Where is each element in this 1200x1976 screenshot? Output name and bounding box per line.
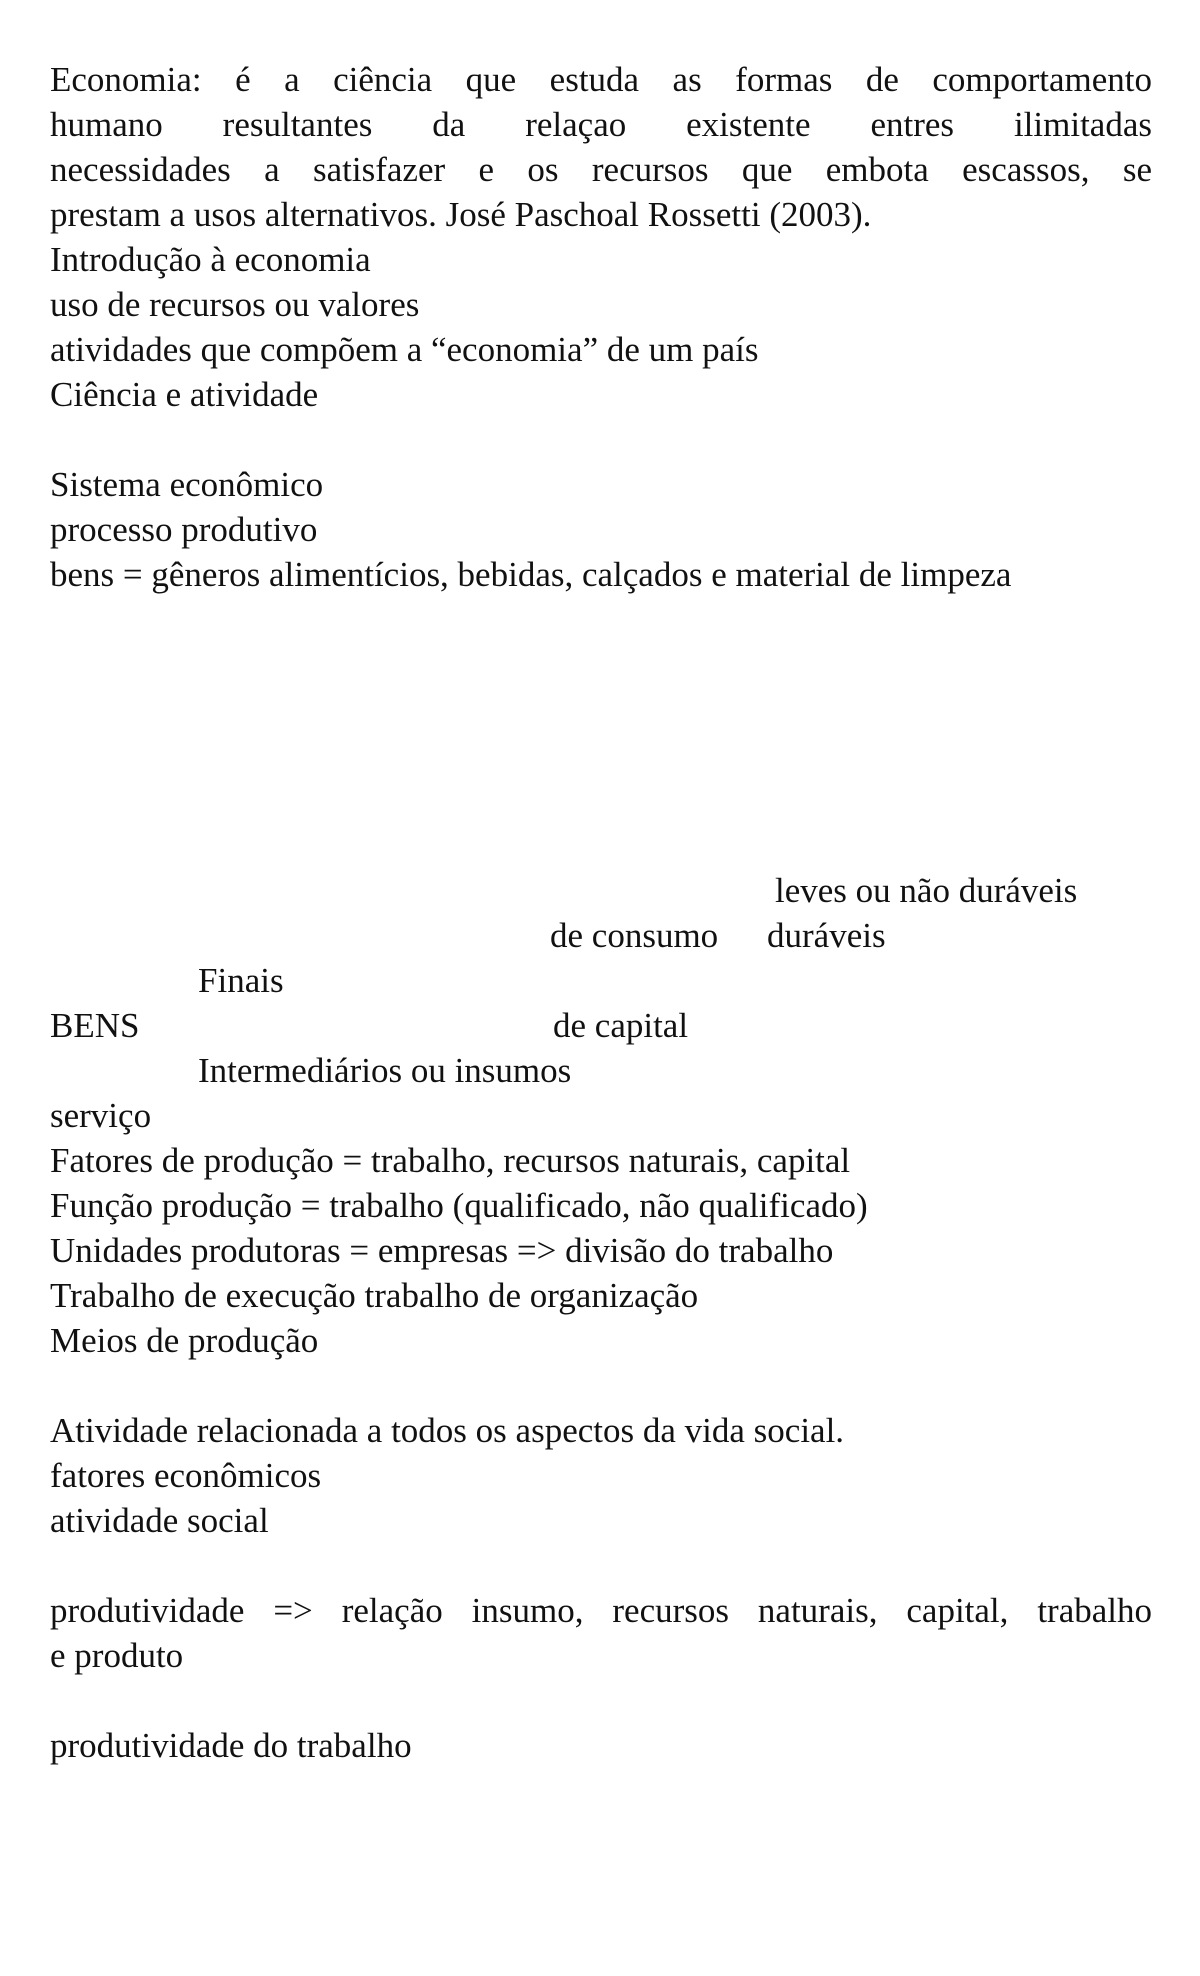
- social-line-2: fatores econômicos: [50, 1456, 322, 1495]
- unidades-line: Unidades produtoras = empresas => divisão do trabalho: [50, 1231, 834, 1270]
- bens-de-capital-label: de capital: [553, 1006, 689, 1045]
- bens-finais-label: Finais: [198, 961, 284, 1000]
- social-line-3: atividade social: [50, 1501, 269, 1540]
- servico-line: serviço: [50, 1096, 152, 1135]
- fatores-line: Fatores de produção = trabalho, recursos naturais, capital: [50, 1141, 851, 1180]
- definition-line-3: necessidades a satisfazer e os recursos que embota escassos, se: [50, 150, 1152, 189]
- intro-item-1: uso de recursos ou valores: [50, 285, 420, 324]
- system-title: Sistema econômico: [50, 465, 324, 504]
- intro-item-2: atividades que compõem a “economia” de um país: [50, 330, 759, 369]
- bens-leves-label: leves ou não duráveis: [775, 871, 1078, 910]
- productivity-line-2: e produto: [50, 1636, 184, 1675]
- productivity-line-1: produtividade => relação insumo, recursos naturais, capital, trabalho: [50, 1591, 1152, 1630]
- bens-root-label: BENS: [50, 1006, 140, 1045]
- system-item-2: bens = gêneros alimentícios, bebidas, calçados e material de limpeza: [50, 555, 1012, 594]
- intro-title: Introdução à economia: [50, 240, 371, 279]
- productivity-line-3: produtividade do trabalho: [50, 1726, 412, 1765]
- definition-line-2: humano resultantes da relaçao existente entres ilimitadas: [50, 105, 1152, 144]
- trabalho-line: Trabalho de execução trabalho de organização: [50, 1276, 699, 1315]
- system-item-1: processo produtivo: [50, 510, 318, 549]
- intro-item-3: Ciência e atividade: [50, 375, 319, 414]
- meios-line: Meios de produção: [50, 1321, 319, 1360]
- bens-de-consumo-label: de consumo: [550, 916, 719, 955]
- definition-line-1: Economia: é a ciência que estuda as formas de comportamento: [50, 60, 1152, 99]
- bens-intermediarios-label: Intermediários ou insumos: [198, 1051, 572, 1090]
- funcao-line: Função produção = trabalho (qualificado, não qualificado): [50, 1186, 868, 1225]
- definition-line-4: prestam a usos alternativos. José Paschoal Rossetti (2003).: [50, 195, 872, 234]
- social-line-1: Atividade relacionada a todos os aspectos da vida social.: [50, 1411, 845, 1450]
- bens-duraveis-label: duráveis: [767, 916, 886, 955]
